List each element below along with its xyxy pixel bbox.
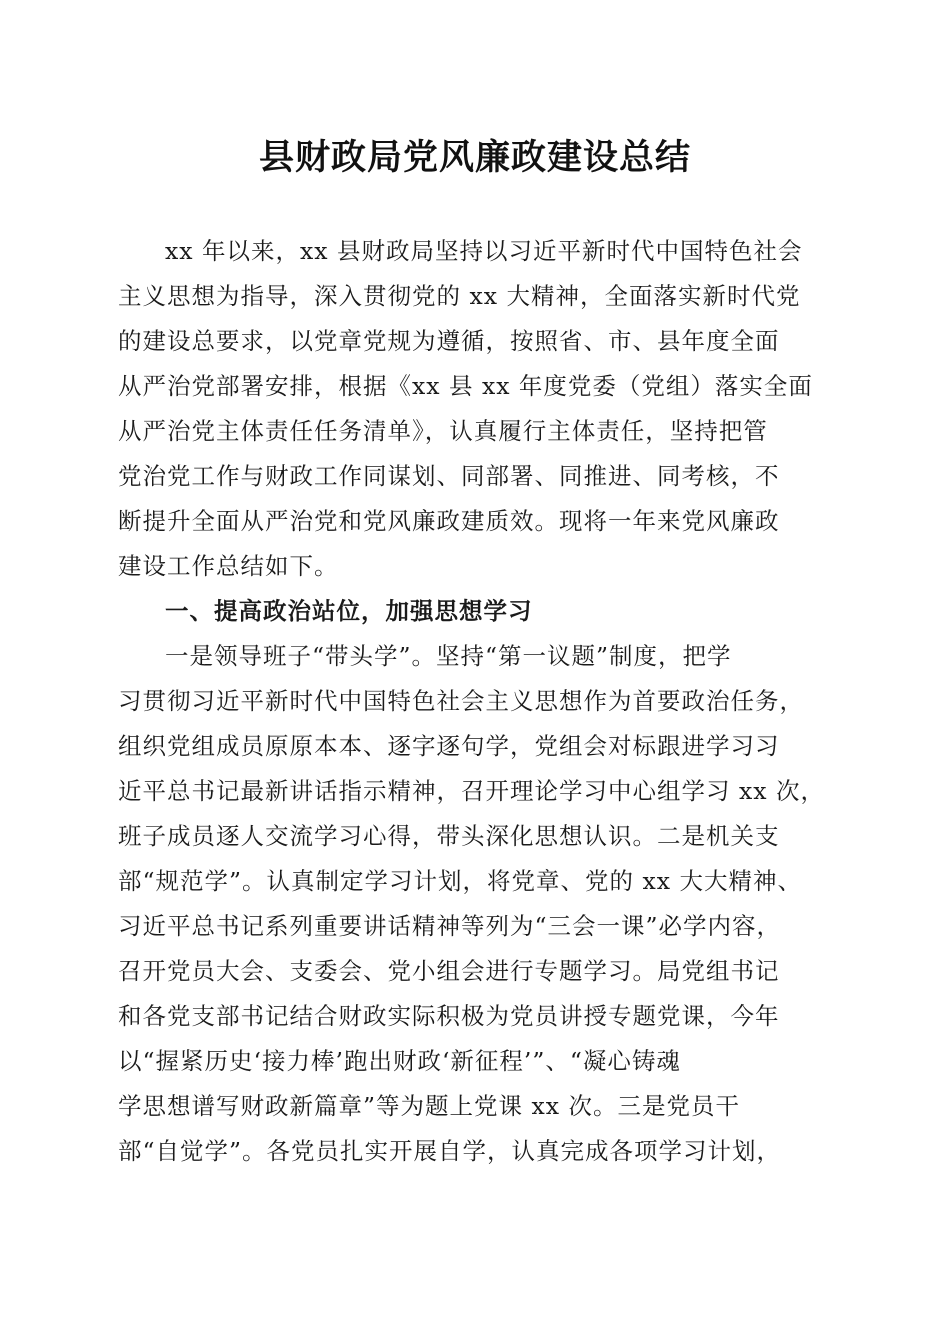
document-body (118, 229, 830, 1174)
paragraph-line: 学思想谱写财政新篇章”等为题上党课 xx 次。三是党员干 (118, 1092, 740, 1120)
paragraph-line: 断提升全面从严治党和党风廉政建质效。现将一年来党风廉政 (118, 507, 780, 535)
paragraph-line: 主义思想为指导，深入贯彻党的 xx 大精神，全面落实新时代党 (118, 282, 801, 310)
paragraph-line: 一是领导班子“带头学”。坚持“第一议题”制度，把学 (165, 642, 732, 670)
paragraph-line: 近平总书记最新讲话指示精神，召开理论学习中心组学习 xx 次， (118, 777, 825, 805)
paragraph-line: 部“自觉学”。各党员扎实开展自学，认真完成各项学习计划， (118, 1137, 782, 1165)
paragraph-line: 从严治党部署安排，根据《xx 县 xx 年度党委（党组）落实全面 (118, 372, 813, 400)
paragraph-line: 班子成员逐人交流学习心得，带头深化思想认识。二是机关支 (118, 822, 780, 850)
paragraph-line: 从严治党主体责任任务清单》，认真履行主体责任，坚持把管 (118, 417, 768, 445)
paragraph-line: 组织党组成员原原本本、逐字逐句学，党组会对标跟进学习习 (118, 732, 780, 760)
paragraph-line: 部“规范学”。认真制定学习计划，将党章、党的 xx 大大精神、 (118, 867, 802, 895)
paragraph-line: 建设工作总结如下。 (118, 552, 339, 580)
document-title: 县财政局党风廉政建设总结 (258, 137, 691, 178)
paragraph-line: 的建设总要求，以党章党规为遵循，按照省、市、县年度全面 (118, 327, 780, 355)
paragraph-line: 召开党员大会、支委会、党小组会进行专题学习。局党组书记 (118, 957, 780, 985)
paragraph-line: xx 年以来，xx 县财政局坚持以习近平新时代中国特色社会 (165, 237, 803, 265)
paragraph-line: 以“握紧历史‘接力棒’跑出财政‘新征程’”、“凝心铸魂 (118, 1047, 681, 1075)
paragraph-line: 和各党支部书记结合财政实际积极为党员讲授专题党课，今年 (118, 1002, 780, 1030)
section-heading: 一、提高政治站位，加强思想学习 (165, 597, 533, 625)
paragraph-line: 党治党工作与财政工作同谋划、同部署、同推进、同考核，不 (118, 462, 780, 490)
paragraph-line: 习近平总书记系列重要讲话精神等列为“三会一课”必学内容， (118, 912, 782, 940)
intro-paragraph (118, 229, 830, 589)
section-1-paragraph (118, 634, 830, 1174)
paragraph-line: 习贯彻习近平新时代中国特色社会主义思想作为首要政治任务， (118, 687, 804, 715)
